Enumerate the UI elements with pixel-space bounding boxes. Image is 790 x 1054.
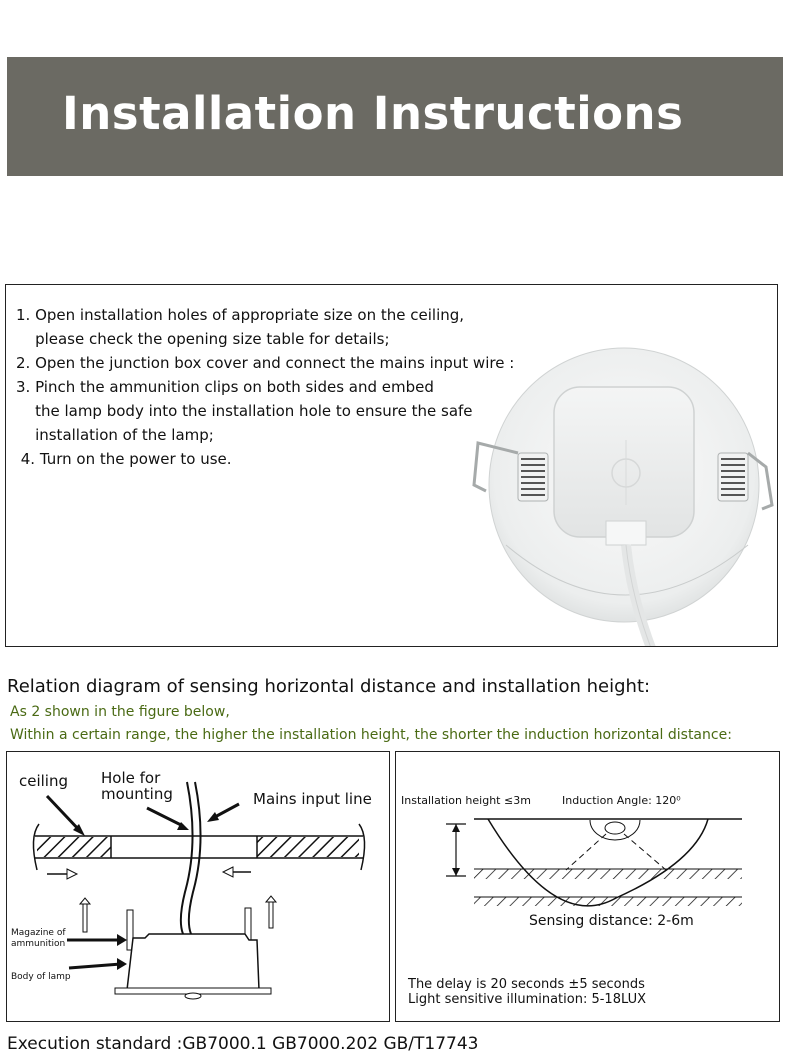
delay-label: The delay is 20 seconds ±5 seconds bbox=[408, 977, 645, 992]
downlight-product-image bbox=[466, 345, 778, 647]
step-line: 1. Open installation holes of appropriate size on the ceiling, bbox=[16, 306, 465, 324]
light-sensitivity-label: Light sensitive illumination: 5-18LUX bbox=[408, 992, 646, 1007]
lamp-body-label: Body of lamp bbox=[11, 972, 71, 982]
title-banner bbox=[7, 57, 783, 176]
mounting-diagram bbox=[6, 751, 390, 1022]
range-note: Within a certain range, the higher the installation height, the shorter the induction horizontal distance: bbox=[10, 727, 732, 743]
ceiling-label: ceiling bbox=[19, 772, 69, 790]
relation-heading: Relation diagram of sensing horizontal distance and installation height: bbox=[7, 676, 651, 697]
step-line: 4. Turn on the power to use. bbox=[16, 450, 232, 468]
step-line: 3. Pinch the ammunition clips on both sides and embed bbox=[16, 378, 434, 396]
induction-angle-label: Induction Angle: 120⁰ bbox=[562, 794, 681, 807]
steps-list bbox=[16, 303, 514, 471]
step-line: please check the opening size table for details; bbox=[16, 330, 390, 348]
figure-note: As 2 shown in the figure below, bbox=[10, 704, 230, 720]
execution-standard: Execution standard :GB7000.1 GB7000.202 GB/T17743 bbox=[7, 1034, 479, 1054]
step-line: installation of the lamp; bbox=[16, 426, 214, 444]
install-height-label: Installation height ≤3m bbox=[401, 794, 531, 807]
mains-label: Mains input line bbox=[253, 790, 372, 808]
step-line: the lamp body into the installation hole to ensure the safe bbox=[16, 402, 473, 420]
sensing-diagram bbox=[395, 751, 780, 1022]
sensing-distance-label: Sensing distance: 2-6m bbox=[529, 913, 694, 929]
magazine-label: Magazine of ammunition bbox=[11, 928, 66, 949]
step-line: 2. Open the junction box cover and connect the mains input wire : bbox=[16, 354, 515, 372]
installation-steps-panel bbox=[5, 284, 778, 647]
hole-label: Hole for mounting bbox=[101, 769, 173, 803]
page-title: Installation Instructions bbox=[62, 87, 684, 140]
